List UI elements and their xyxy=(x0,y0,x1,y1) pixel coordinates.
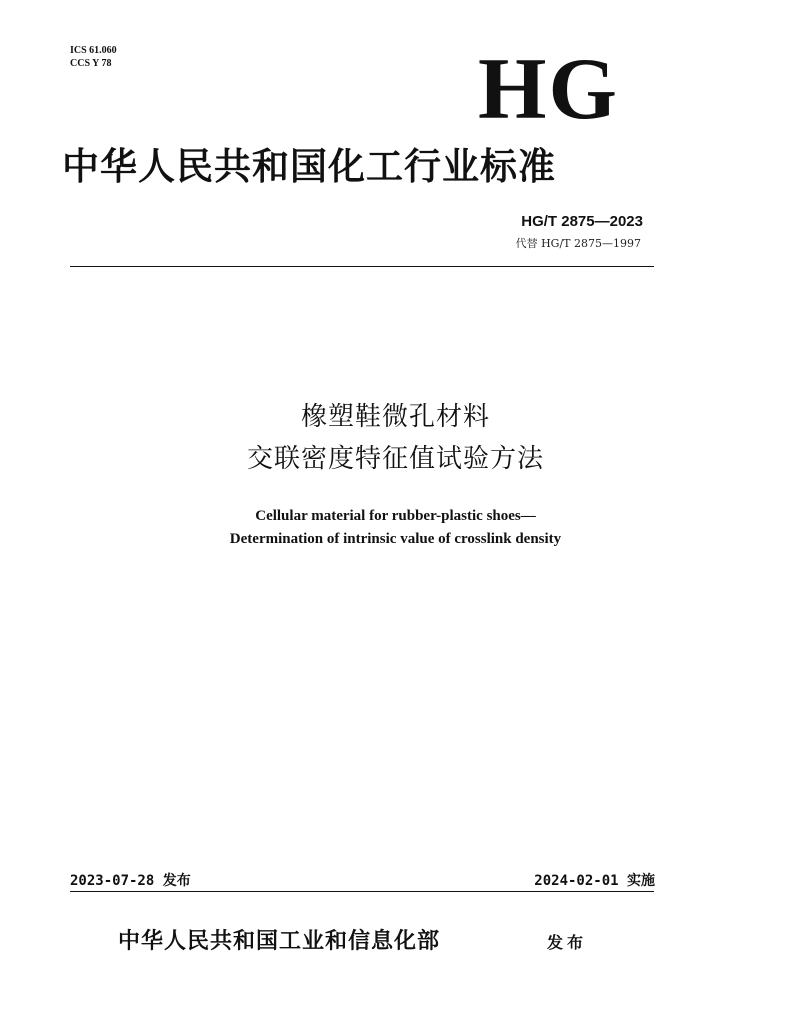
chinese-title-line-2: 交联密度特征值试验方法 xyxy=(246,444,544,474)
english-title xyxy=(0,505,791,551)
hg-logo: HG xyxy=(478,41,619,138)
ics-code: ICS 61.060 xyxy=(70,45,117,56)
standard-number: HG/T 2875—2023 xyxy=(521,213,643,230)
issuing-authority-suffix: 发布 xyxy=(547,933,588,952)
bottom-divider xyxy=(70,891,654,892)
issue-date: 2023-07-28 发布 xyxy=(70,873,191,889)
english-title-line-2: Determination of intrinsic value of crosslink density xyxy=(229,531,562,547)
classification-codes xyxy=(70,44,117,70)
chinese-title xyxy=(0,396,791,480)
implementation-date: 2024-02-01 实施 xyxy=(534,873,655,889)
chinese-title-line-1: 橡塑鞋微孔材料 xyxy=(300,402,490,432)
issuing-authority: 中华人民共和国工业和信息化部 xyxy=(118,929,441,954)
english-title-line-1: Cellular material for rubber-plastic shoes— xyxy=(255,508,536,524)
ccs-code: CCS Y 78 xyxy=(70,58,112,69)
standard-category-title: 中华人民共和国化工行业标准 xyxy=(62,145,556,188)
top-divider xyxy=(70,266,654,267)
replaces-standard: 代替 HG/T 2875—1997 xyxy=(515,237,641,250)
